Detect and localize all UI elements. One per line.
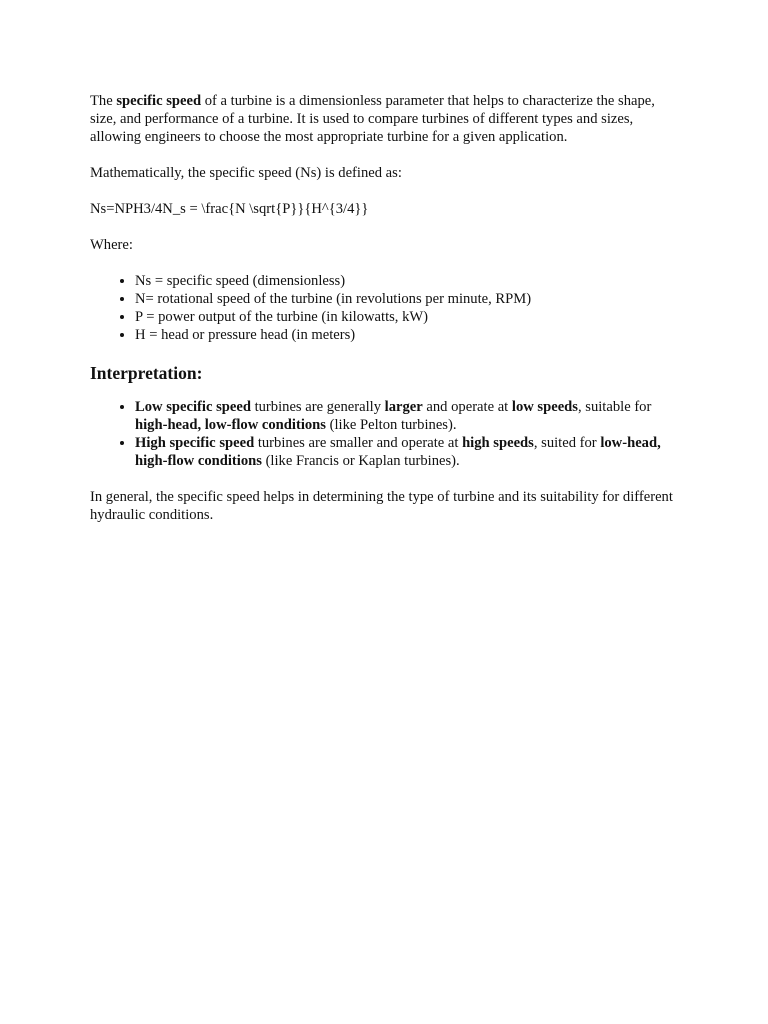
high-t3: (like Francis or Kaplan turbines). <box>261 453 460 469</box>
low-b2: larger <box>384 399 423 415</box>
high-b3: low-head, high-flow conditions <box>135 435 661 469</box>
low-b1: Low specific speed <box>135 399 251 415</box>
document-body <box>90 92 682 524</box>
symbol-item-p: • P = power output of the turbine (in kilowatts, kW) <box>135 308 682 326</box>
conclusion-paragraph: In general, the specific speed helps in determining the type of turbine and its suitability for different hydraulic conditions. <box>90 489 673 523</box>
intro-text-1: The <box>90 93 117 109</box>
interp-item-high <box>135 434 682 470</box>
low-t1: turbines are generally <box>250 399 385 415</box>
high-b1: High specific speed <box>135 435 255 451</box>
formula-line: Ns=NPH3/4N_s = \frac{N \sqrt{P}}{H^{3/4}} <box>90 201 369 217</box>
low-t3: , suitable for <box>577 399 652 415</box>
low-b3: low speeds <box>511 399 578 415</box>
intro-paragraph <box>90 92 682 146</box>
symbol-definition-list <box>90 272 682 344</box>
high-t2: , suited for <box>533 435 601 451</box>
high-b2: high speeds <box>462 435 534 451</box>
symbol-item-n: • N= rotational speed of the turbine (in revolutions per minute, RPM) <box>135 290 682 308</box>
high-t1: turbines are smaller and operate at <box>254 435 463 451</box>
intro-text-2: of a turbine is a dimensionless parameter that helps to characterize the shape, size, and performance of a turbine. It is used to compare turbines of different types and sizes, allowing engineers to choose the most appropriate turbine for a given application. <box>90 93 655 145</box>
interpretation-heading: Interpretation: <box>90 363 203 383</box>
low-t2: and operate at <box>422 399 512 415</box>
intro-bold-specific-speed: specific speed <box>116 93 202 109</box>
interp-item-low <box>135 398 682 434</box>
interpretation-list <box>90 398 682 470</box>
math-intro-line: Mathematically, the specific speed (Ns) is defined as: <box>90 165 402 181</box>
symbol-item-ns: • Ns = specific speed (dimensionless) <box>135 272 682 290</box>
low-t4: (like Pelton turbines). <box>325 417 457 433</box>
symbol-item-h: • H = head or pressure head (in meters) <box>135 326 682 344</box>
low-b4: high-head, low-flow conditions <box>135 417 326 433</box>
where-label: Where: <box>90 237 133 253</box>
